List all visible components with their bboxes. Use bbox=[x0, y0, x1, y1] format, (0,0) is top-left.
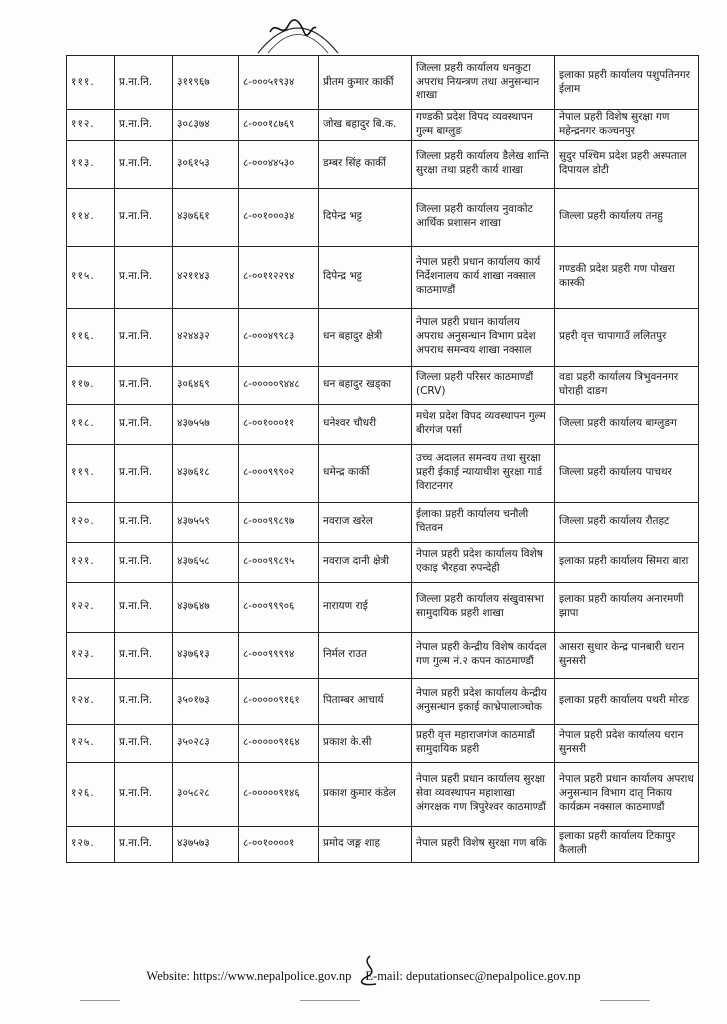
transfer-office-cell: इलाका प्रहरी कार्यालय पथरी मोरङ bbox=[555, 678, 699, 724]
rank-cell: प्र.ना.नि. bbox=[115, 404, 173, 444]
serial-number-cell: १२६. bbox=[67, 762, 115, 826]
name-cell: पिताम्बर आचार्य bbox=[319, 678, 412, 724]
id-number-cell: ८-०००४९९८३ bbox=[239, 308, 319, 366]
table-row bbox=[67, 502, 699, 542]
transfer-office-cell: गण्डकी प्रदेश प्रहरी गण पोखरा कास्की bbox=[555, 246, 699, 308]
table-body bbox=[67, 56, 699, 863]
rank-cell: प्र.ना.नि. bbox=[115, 762, 173, 826]
id-number-cell: ८-०००००९१४६ bbox=[239, 762, 319, 826]
table-row bbox=[67, 542, 699, 582]
divider bbox=[300, 1000, 360, 1001]
table-row bbox=[67, 826, 699, 862]
transfer-office-cell: इलाका प्रहरी कार्यालय सिमरा बारा bbox=[555, 542, 699, 582]
current-office-cell: नेपाल प्रहरी प्रदेश कार्यालय विशेष एकाइ भैरहवा रुपन्देही bbox=[412, 542, 555, 582]
serial-number-cell: १२३. bbox=[67, 632, 115, 678]
name-cell: नवराज खरेल bbox=[319, 502, 412, 542]
id-number-cell: ८-०००९९८९७ bbox=[239, 502, 319, 542]
police-number-cell: ३५०२८३ bbox=[173, 724, 239, 762]
current-office-cell: प्रहरी वृत्त महाराजगंज काठमाडौं सामुदायिक प्रहरी bbox=[412, 724, 555, 762]
name-cell: प्रकाश के.सी bbox=[319, 724, 412, 762]
police-number-cell: ३०५८२८ bbox=[173, 762, 239, 826]
current-office-cell: उच्च अदालत समन्वय तथा सुरक्षा प्रहरी ईकाई न्यायाधीश सुरक्षा गार्ड विराटनगर bbox=[412, 444, 555, 502]
rank-cell: प्र.ना.नि. bbox=[115, 826, 173, 862]
footer-signature-mark bbox=[356, 954, 384, 988]
police-number-cell: ४२११४३ bbox=[173, 246, 239, 308]
id-number-cell: ८-०००५१९३४ bbox=[239, 56, 319, 110]
table-row bbox=[67, 140, 699, 188]
police-number-cell: ३११९६७ bbox=[173, 56, 239, 110]
current-office-cell: जिल्ला प्रहरी परिसर काठमाण्डौं (CRV) bbox=[412, 366, 555, 404]
police-number-cell: ४३७६६१ bbox=[173, 188, 239, 246]
rank-cell: प्र.ना.नि. bbox=[115, 308, 173, 366]
name-cell: धनेश्वर चौधरी bbox=[319, 404, 412, 444]
id-number-cell: ८-०००१८७६९ bbox=[239, 110, 319, 141]
transfer-office-cell: प्रहरी वृत्त चापागाउँ ललितपुर bbox=[555, 308, 699, 366]
rank-cell: प्र.ना.नि. bbox=[115, 56, 173, 110]
transfer-office-cell: जिल्ला प्रहरी कार्यालय बाग्लुङग bbox=[555, 404, 699, 444]
police-number-cell: ४३७६५८ bbox=[173, 542, 239, 582]
table-row bbox=[67, 762, 699, 826]
rank-cell: प्र.ना.नि. bbox=[115, 632, 173, 678]
transfer-office-cell: इलाका प्रहरी कार्यालय टिकापुर कैलाली bbox=[555, 826, 699, 862]
serial-number-cell: १२०. bbox=[67, 502, 115, 542]
current-office-cell: नेपाल प्रहरी विशेष सुरक्षा गण बकि bbox=[412, 826, 555, 862]
rank-cell: प्र.ना.नि. bbox=[115, 542, 173, 582]
serial-number-cell: ११२. bbox=[67, 110, 115, 141]
transfer-office-cell: इलाका प्रहरी कार्यालय अनारमणी झापा bbox=[555, 582, 699, 632]
rank-cell: प्र.ना.नि. bbox=[115, 140, 173, 188]
police-number-cell: ४३७६४७ bbox=[173, 582, 239, 632]
name-cell: जोख बहादुर बि.क. bbox=[319, 110, 412, 141]
id-number-cell: ८-०००००९४४८ bbox=[239, 366, 319, 404]
id-number-cell: ८-००१००००१ bbox=[239, 826, 319, 862]
name-cell: प्रमोद जङ्ग शाह bbox=[319, 826, 412, 862]
id-number-cell: ८-०००९९९०६ bbox=[239, 582, 319, 632]
id-number-cell: ८-०००९९९०२ bbox=[239, 444, 319, 502]
transfer-office-cell: नेपाल प्रहरी प्रधान कार्यालय अपराध अनुसन्धान विभाग दातृ निकाय कार्यक्रम नक्साल काठमाण्डौं bbox=[555, 762, 699, 826]
police-number-cell: ३०६१५३ bbox=[173, 140, 239, 188]
table-row bbox=[67, 188, 699, 246]
serial-number-cell: १२४. bbox=[67, 678, 115, 724]
transfer-office-cell: जिल्ला प्रहरी कार्यालय रौतहट bbox=[555, 502, 699, 542]
current-office-cell: नेपाल प्रहरी केन्द्रीय विशेष कार्यदल गण गुल्म नं.२ कपन काठमाण्डौं bbox=[412, 632, 555, 678]
serial-number-cell: ११८. bbox=[67, 404, 115, 444]
serial-number-cell: ११३. bbox=[67, 140, 115, 188]
table-row bbox=[67, 404, 699, 444]
name-cell: दिपेन्द्र भट्ट bbox=[319, 246, 412, 308]
name-cell: धमेन्द्र कार्की bbox=[319, 444, 412, 502]
name-cell: नारायण राई bbox=[319, 582, 412, 632]
name-cell: प्रकाश कुमार कंडेल bbox=[319, 762, 412, 826]
rank-cell: प्र.ना.नि. bbox=[115, 502, 173, 542]
table-row bbox=[67, 56, 699, 110]
serial-number-cell: १११. bbox=[67, 56, 115, 110]
transfer-office-cell: आसरा सुधार केन्द्र पानबारी धरान सुनसरी bbox=[555, 632, 699, 678]
table-row bbox=[67, 724, 699, 762]
police-number-cell: ४३७५५७ bbox=[173, 404, 239, 444]
table-row bbox=[67, 366, 699, 404]
divider bbox=[80, 1000, 120, 1001]
serial-number-cell: १२२. bbox=[67, 582, 115, 632]
name-cell: नवराज दानी क्षेत्री bbox=[319, 542, 412, 582]
current-office-cell: जिल्ला प्रहरी कार्यालय नुवाकोट आर्थिक प्रशासन शाखा bbox=[412, 188, 555, 246]
divider bbox=[600, 1000, 650, 1001]
transfer-office-cell: जिल्ला प्रहरी कार्यालय पाचथर bbox=[555, 444, 699, 502]
current-office-cell: गण्डकी प्रदेश विपद व्यवस्थापन गुल्म बाग्लुङ bbox=[412, 110, 555, 141]
name-cell: डम्बर सिंह कार्की bbox=[319, 140, 412, 188]
police-number-cell: ४३७६१८ bbox=[173, 444, 239, 502]
current-office-cell: नेपाल प्रहरी प्रधान कार्यालय कार्य निर्देशनालय कार्य शाखा नक्साल काठमाण्डौं bbox=[412, 246, 555, 308]
name-cell: निर्मल राउत bbox=[319, 632, 412, 678]
id-number-cell: ८-०००९९९९४ bbox=[239, 632, 319, 678]
rank-cell: प्र.ना.नि. bbox=[115, 366, 173, 404]
table-row bbox=[67, 308, 699, 366]
serial-number-cell: ११६. bbox=[67, 308, 115, 366]
email-text: E-mail: deputationsec@nepalpolice.gov.np bbox=[365, 969, 581, 983]
police-number-cell: ४३७६१३ bbox=[173, 632, 239, 678]
transfer-office-cell: जिल्ला प्रहरी कार्यालय तनहु bbox=[555, 188, 699, 246]
id-number-cell: ८-००१०००३४ bbox=[239, 188, 319, 246]
police-number-cell: ३०६४६९ bbox=[173, 366, 239, 404]
transfer-office-cell: वडा प्रहरी कार्यालय त्रिभुवननगर घोराही दाङग bbox=[555, 366, 699, 404]
current-office-cell: ईलाका प्रहरी कार्यालय चनौली चितवन bbox=[412, 502, 555, 542]
table-row bbox=[67, 678, 699, 724]
id-number-cell: ८-०००००९१६१ bbox=[239, 678, 319, 724]
table-row bbox=[67, 632, 699, 678]
rank-cell: प्र.ना.नि. bbox=[115, 444, 173, 502]
table-row bbox=[67, 110, 699, 141]
current-office-cell: नेपाल प्रहरी प्रधान कार्यालय सुरक्षा सेवा व्यवस्थापन महाशाखा अंगरक्षक गण त्रिपुरेश्वर काठमाण्डौं bbox=[412, 762, 555, 826]
serial-number-cell: १२१. bbox=[67, 542, 115, 582]
website-text: Website: https://www.nepalpolice.gov.np bbox=[146, 969, 352, 983]
name-cell: दिपेन्द्र भट्ट bbox=[319, 188, 412, 246]
serial-number-cell: १२७. bbox=[67, 826, 115, 862]
police-number-cell: ३५०१७३ bbox=[173, 678, 239, 724]
current-office-cell: जिल्ला प्रहरी कार्यालय संखुवासभा सामुदायिक प्रहरी शाखा bbox=[412, 582, 555, 632]
current-office-cell: नेपाल प्रहरी प्रधान कार्यालय अपराध अनुसन्धान विभाग प्रदेश अपराध समन्वय शाखा नक्साल bbox=[412, 308, 555, 366]
serial-number-cell: ११५. bbox=[67, 246, 115, 308]
current-office-cell: जिल्ला प्रहरी कार्यालय डैलेख शान्ति सुरक्षा तथा प्रहरी कार्य शाखा bbox=[412, 140, 555, 188]
serial-number-cell: ११७. bbox=[67, 366, 115, 404]
rank-cell: प्र.ना.नि. bbox=[115, 582, 173, 632]
id-number-cell: ८-००११२२९४ bbox=[239, 246, 319, 308]
id-number-cell: ८-००१०००११ bbox=[239, 404, 319, 444]
signature-mark bbox=[268, 18, 318, 40]
table-row bbox=[67, 582, 699, 632]
id-number-cell: ८-०००००९१६४ bbox=[239, 724, 319, 762]
rank-cell: प्र.ना.नि. bbox=[115, 678, 173, 724]
current-office-cell: नेपाल प्रहरी प्रदेश कार्यालय केन्द्रीय अनुसन्धान इकाई काभ्रेपालाञ्चोक bbox=[412, 678, 555, 724]
police-number-cell: ४३७५७३ bbox=[173, 826, 239, 862]
name-cell: धन बहादुर खड्का bbox=[319, 366, 412, 404]
name-cell: धन बहादुर क्षेत्री bbox=[319, 308, 412, 366]
serial-number-cell: ११४. bbox=[67, 188, 115, 246]
police-number-cell: ३०८३७४ bbox=[173, 110, 239, 141]
id-number-cell: ८-०००९९८९५ bbox=[239, 542, 319, 582]
police-number-cell: ४२४४३२ bbox=[173, 308, 239, 366]
transfer-office-cell: नेपाल प्रहरी प्रदेश कार्यालय धरान सुनसरी bbox=[555, 724, 699, 762]
police-number-cell: ४३७५५९ bbox=[173, 502, 239, 542]
table-row bbox=[67, 246, 699, 308]
current-office-cell: जिल्ला प्रहरी कार्यालय धनकुटा अपराध नियन्त्रण तथा अनुसन्धान शाखा bbox=[412, 56, 555, 110]
transfer-office-cell: नेपाल प्रहरी विशेष सुरक्षा गण महेन्द्रनगर कञ्चनपुर bbox=[555, 110, 699, 141]
serial-number-cell: ११९. bbox=[67, 444, 115, 502]
rank-cell: प्र.ना.नि. bbox=[115, 246, 173, 308]
rank-cell: प्र.ना.नि. bbox=[115, 724, 173, 762]
transfer-office-cell: सुदुर पश्चिम प्रदेश प्रहरी अस्पताल दिपायल डोटी bbox=[555, 140, 699, 188]
rank-cell: प्र.ना.नि. bbox=[115, 188, 173, 246]
serial-number-cell: १२५. bbox=[67, 724, 115, 762]
rank-cell: प्र.ना.नि. bbox=[115, 110, 173, 141]
name-cell: प्रीतम कुमार कार्की bbox=[319, 56, 412, 110]
transfer-office-cell: इलाका प्रहरी कार्यालय पशुपतिनगर ईलाम bbox=[555, 56, 699, 110]
current-office-cell: मधेश प्रदेश विपद व्यवस्थापन गुल्म बीरगंज पर्सा bbox=[412, 404, 555, 444]
id-number-cell: ८-०००४४५३० bbox=[239, 140, 319, 188]
table-row bbox=[67, 444, 699, 502]
transfer-table bbox=[66, 55, 699, 863]
